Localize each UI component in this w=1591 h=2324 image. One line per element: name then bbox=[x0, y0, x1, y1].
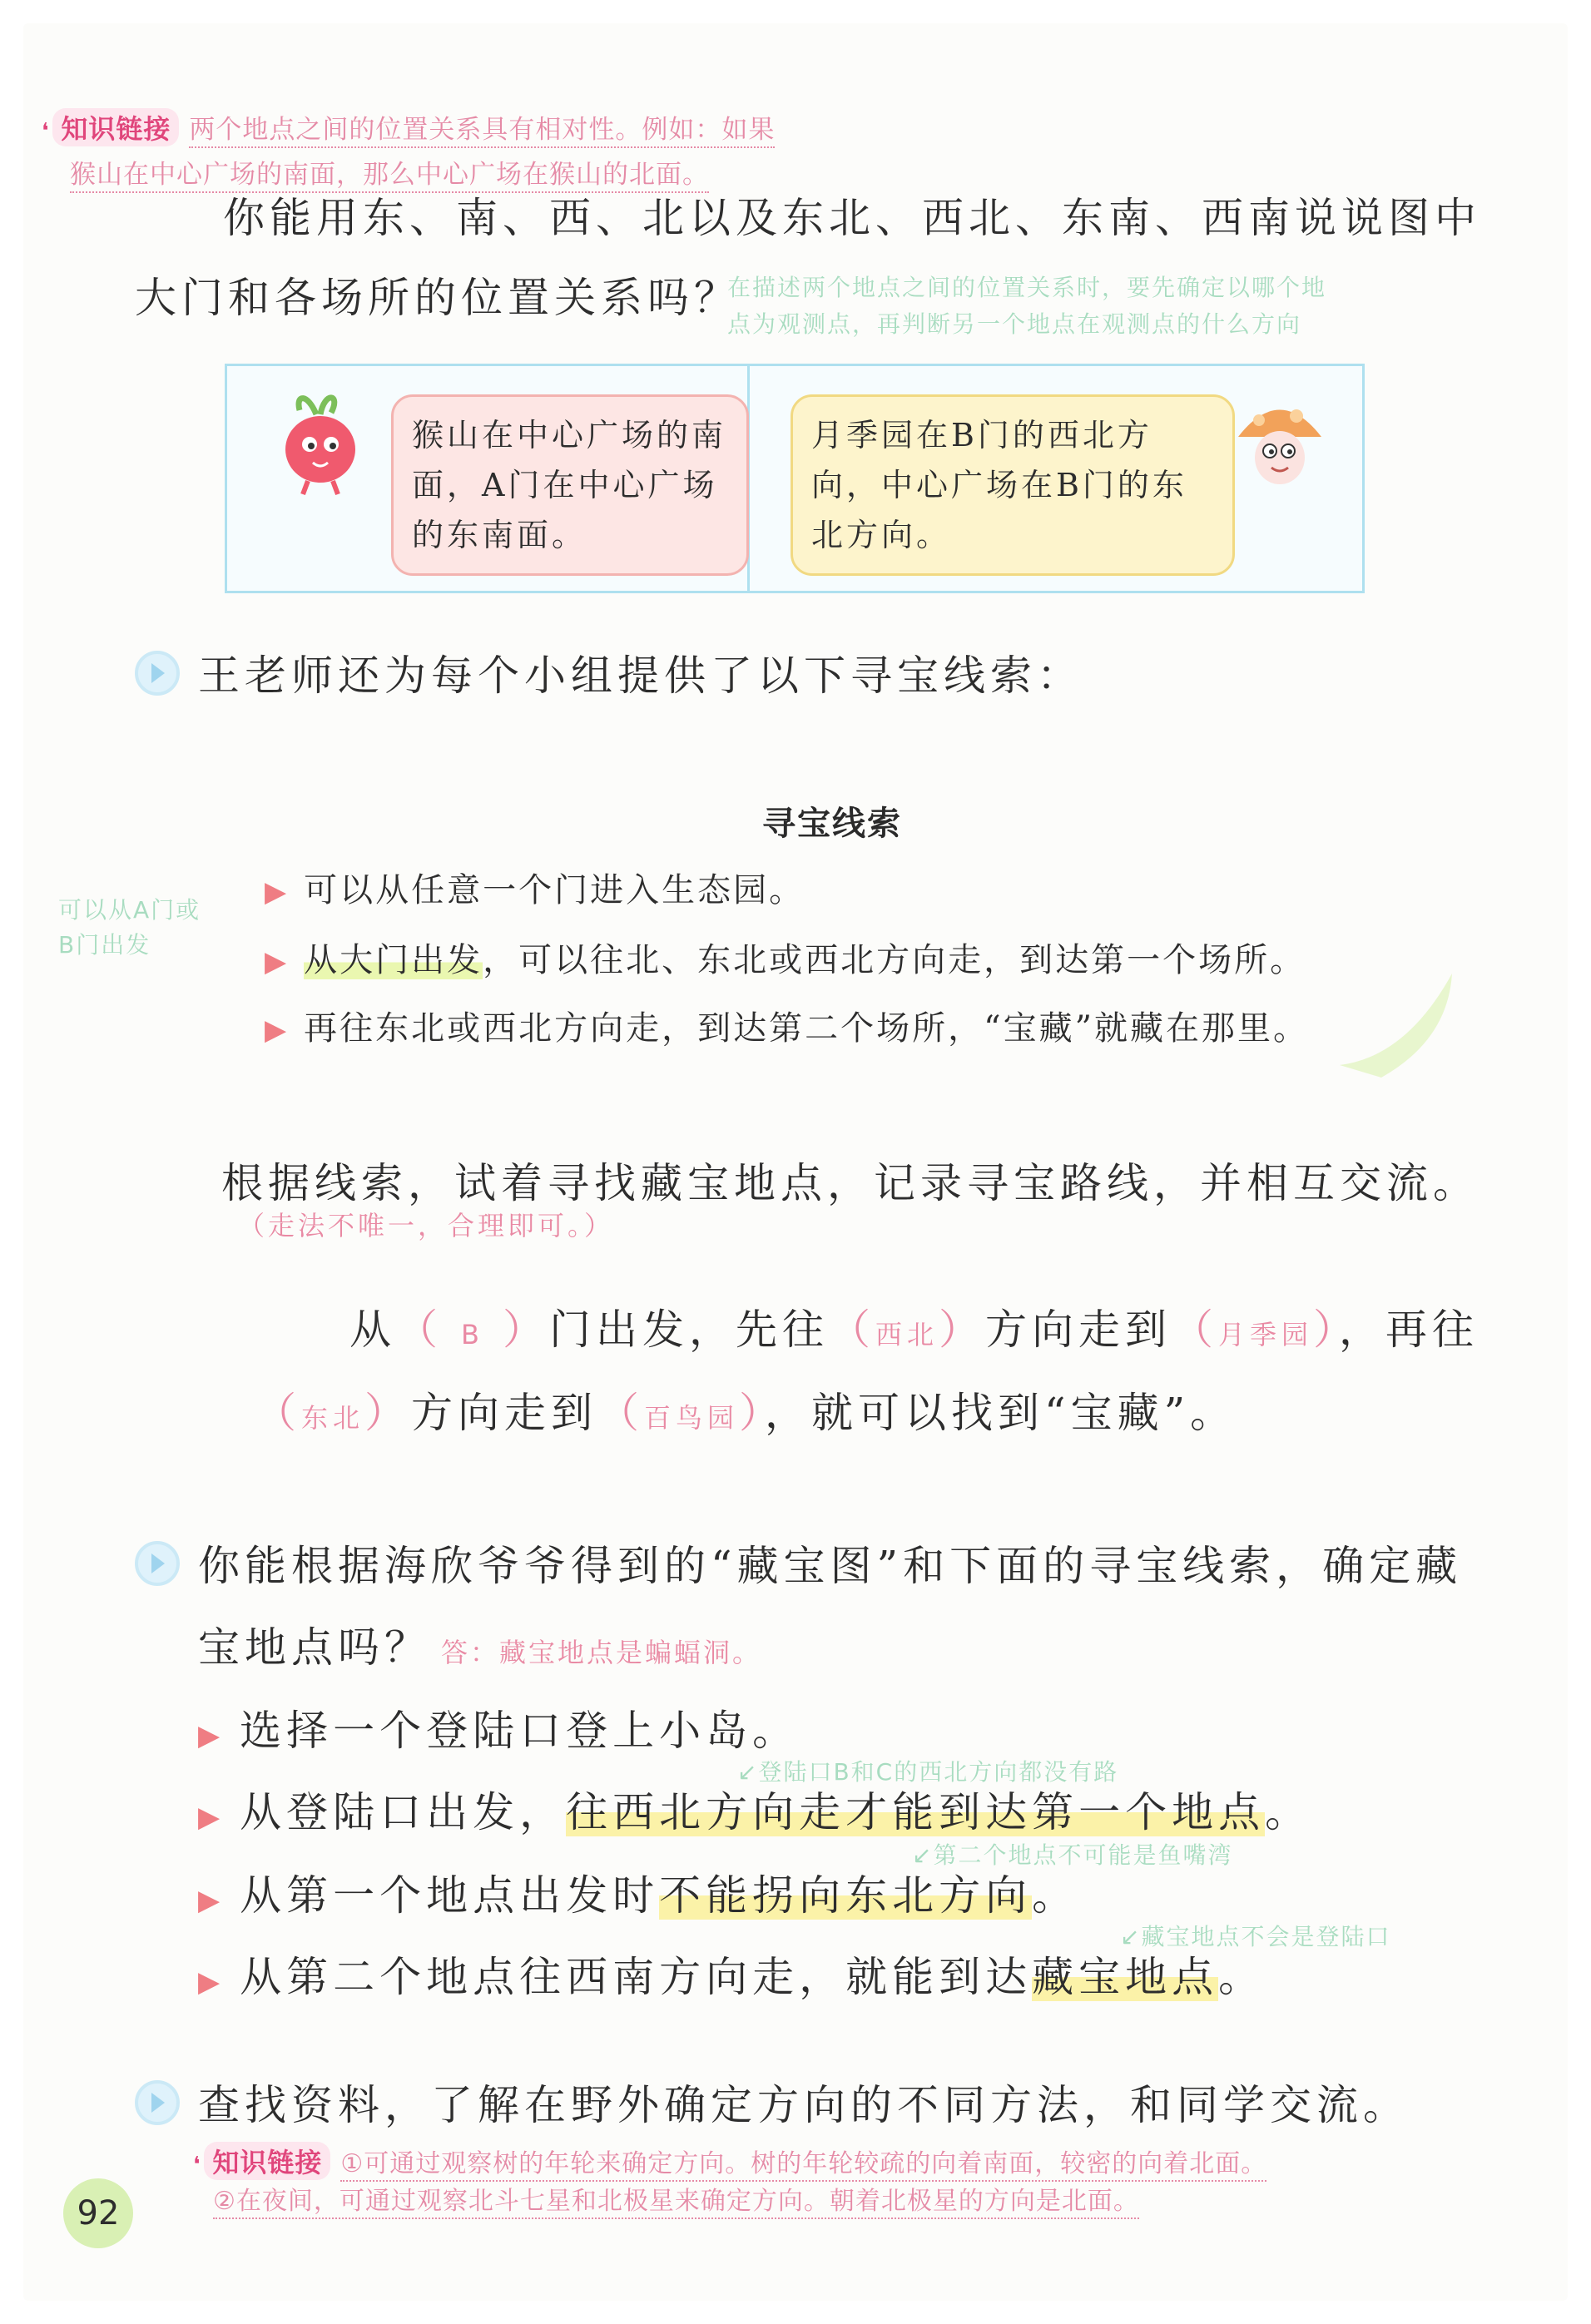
question3-line2: 宝地点吗？ 答：藏宝地点是蝙蝠洞。 bbox=[198, 1623, 762, 1672]
fill-line1: 从（ B ）门出发，先往（西北）方向走到（月季园），再往 bbox=[349, 1306, 1479, 1354]
task-text: 根据线索，试着寻找藏宝地点，记录寻宝路线，并相互交流。 bbox=[221, 1159, 1479, 1207]
knowledge-link-tag: 知识链接 bbox=[52, 108, 179, 146]
mushroom-character-icon bbox=[1230, 391, 1330, 499]
triangle-bullet-icon: ▶ bbox=[198, 1884, 226, 1917]
bottom-note-line1: ①可通过观察树的年轮来确定方向。树的年轮较疏的向着南面，较密的向着北面。 bbox=[340, 2149, 1266, 2182]
clue-item-3: ▶ 再往东北或西北方向走，到达第二个场所，“宝藏”就藏在那里。 bbox=[265, 1009, 1310, 1048]
triangle-bullet-icon: ▶ bbox=[265, 875, 290, 909]
question3-line1: 你能根据海欣爷爷得到的“藏宝图”和下面的寻宝线索，确定藏 bbox=[198, 1542, 1463, 1590]
hook-icon: ❛ bbox=[42, 119, 50, 144]
island-note-2: ↙第二个地点不可能是鱼嘴湾 bbox=[912, 1841, 1233, 1869]
bottom-note-line2-wrap bbox=[213, 2180, 1139, 2217]
side-tip-line1: 在描述两个地点之间的位置关系时，要先确定以哪个地 bbox=[727, 274, 1327, 301]
task-note: （走法不唯一，合理即可。） bbox=[238, 1210, 615, 1241]
clues-side-note1: 可以从A门或 bbox=[58, 896, 201, 924]
radish-character-icon bbox=[275, 389, 366, 498]
leaf-decoration-icon bbox=[1331, 965, 1456, 1082]
triangle-bullet-icon: ▶ bbox=[198, 1801, 226, 1834]
question2-text: 王老师还为每个小组提供了以下寻宝线索： bbox=[198, 652, 1083, 700]
island-clue-1: ▶ 选择一个登陆口登上小岛。 bbox=[198, 1707, 800, 1755]
hook-icon: ❛ bbox=[193, 2153, 201, 2178]
fill-answer-dir1: 西北 bbox=[875, 1319, 939, 1350]
clue-item-2-highlight: 从大门出发 bbox=[304, 941, 483, 979]
island-clue-2: ▶ 从登陆口出发，往西北方向走才能到达第一个地点。 bbox=[198, 1788, 1312, 1836]
right-speech-bubble: 月季园在B门的西北方向，中心广场在B门的东北方向。 bbox=[791, 394, 1235, 576]
bottom-note-line2: ②在夜间，可通过观察北斗七星和北极星来确定方向。朝着北极星的方向是北面。 bbox=[213, 2187, 1139, 2219]
question1-line1: 你能用东、南、西、北以及东北、西北、东南、西南说说图中 bbox=[223, 194, 1481, 242]
top-knowledge-note bbox=[42, 108, 924, 146]
triangle-bullet-icon: ▶ bbox=[198, 1965, 226, 1999]
bottom-knowledge-note bbox=[193, 2142, 1266, 2180]
island-note-1: ↙登陆口B和C的西北方向都没有路 bbox=[737, 1758, 1119, 1786]
section-bullet-icon bbox=[135, 2080, 180, 2125]
section-bullet-icon bbox=[135, 651, 180, 696]
fill-answer-dir2: 东北 bbox=[301, 1402, 365, 1434]
clue-item-1: ▶ 可以从任意一个门进入生态园。 bbox=[265, 871, 805, 909]
island-clue-3-highlight: 不能拐向东北方向 bbox=[659, 1871, 1033, 1920]
side-tip-line2: 点为观测点，再判断另一个地点在观测点的什么方向 bbox=[727, 310, 1302, 338]
knowledge-link-tag: 知识链接 bbox=[204, 2142, 330, 2180]
fill-answer-place2: 百鸟园 bbox=[644, 1402, 740, 1434]
triangle-bullet-icon: ▶ bbox=[265, 1013, 290, 1047]
island-clue-4: ▶ 从第二个地点往西南方向走，就能到达藏宝地点。 bbox=[198, 1953, 1266, 2001]
island-clue-2-highlight: 往西北方向走才能到达第一个地点 bbox=[566, 1788, 1266, 1836]
top-note-line1: 两个地点之间的位置关系具有相对性。例如：如果 bbox=[189, 115, 775, 148]
top-note-line2: 猴山在中心广场的南面，那么中心广场在猴山的北面。 bbox=[70, 160, 709, 193]
triangle-bullet-icon: ▶ bbox=[198, 1719, 226, 1752]
question3-answer: 答：藏宝地点是蝙蝠洞。 bbox=[441, 1637, 762, 1668]
triangle-bullet-icon: ▶ bbox=[265, 945, 290, 979]
clues-side-note2: B门出发 bbox=[58, 931, 151, 959]
island-clue-3: ▶ 从第一个地点出发时不能拐向东北方向。 bbox=[198, 1871, 1079, 1920]
section-bullet-icon bbox=[135, 1541, 180, 1586]
question4-text: 查找资料，了解在野外确定方向的不同方法，和同学交流。 bbox=[198, 2081, 1410, 2129]
fill-answer-place1: 月季园 bbox=[1217, 1319, 1313, 1350]
island-note-3: ↙藏宝地点不会是登陆口 bbox=[1120, 1923, 1391, 1950]
question1-line2: 大门和各场所的位置关系吗？ bbox=[135, 274, 741, 322]
left-speech-bubble: 猴山在中心广场的南面，A门在中心广场的东南面。 bbox=[391, 394, 749, 576]
clues-title: 寻宝线索 bbox=[762, 805, 902, 843]
fill-line2: （东北）方向走到（百鸟园），就可以找到“宝藏”。 bbox=[255, 1389, 1237, 1437]
fill-answer-gate: B bbox=[461, 1319, 484, 1350]
page-number: 92 bbox=[63, 2178, 133, 2248]
clue-item-2: ▶ 从大门出发，可以往北、东北或西北方向走，到达第一个场所。 bbox=[265, 941, 1306, 979]
island-clue-4-highlight: 藏宝地点 bbox=[1032, 1953, 1219, 2001]
